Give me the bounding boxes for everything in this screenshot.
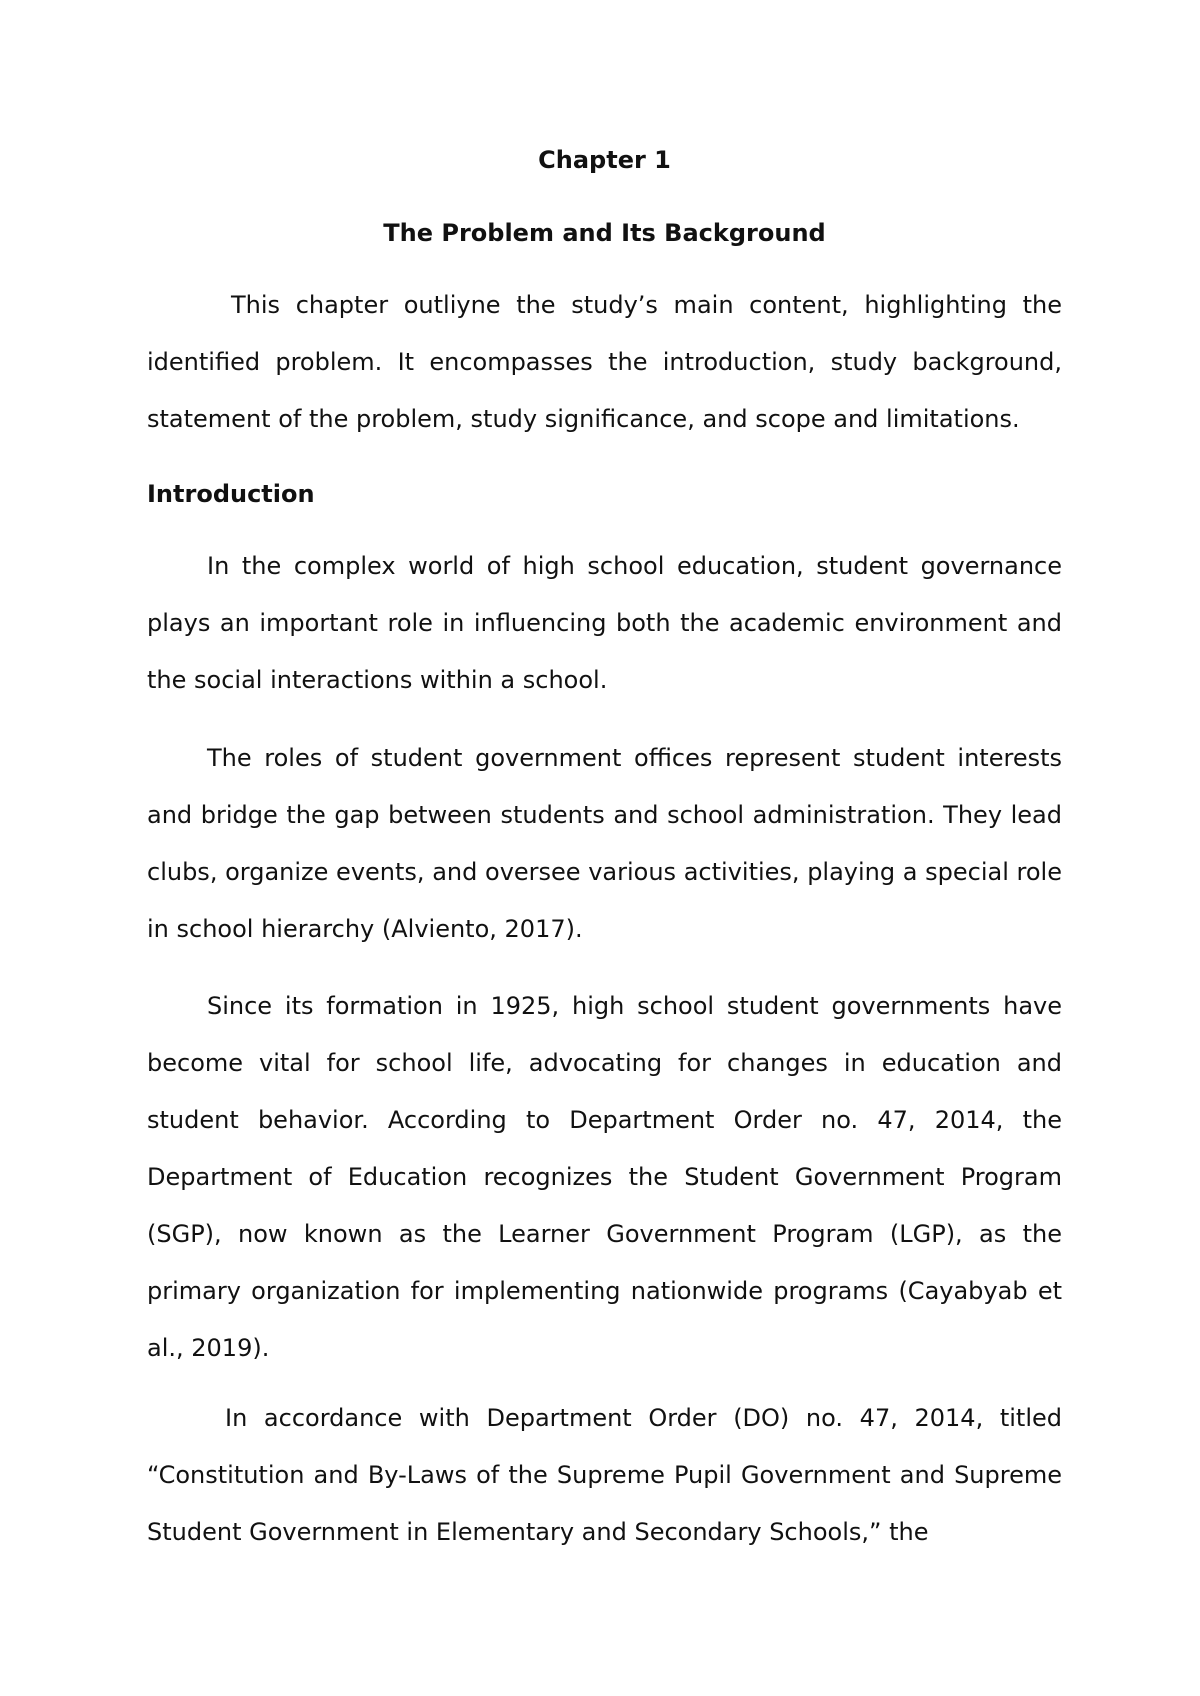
body-paragraph: The roles of student government offices represent student interests and bridge the gap between students and school administration. They lead clubs, organize events, and oversee various activities, playing a special role in school hierarchy (Alviento, 2017). [147, 744, 1062, 943]
body-paragraph: In accordance with Department Order (DO) no. 47, 2014, titled “Constitution and By-Laws of the Supreme Pupil Government and Supreme Student Government in Elementary and Secondary Schools,” the [147, 1404, 1062, 1546]
chapter-title: The Problem and Its Background [383, 219, 826, 247]
body-paragraph: In the complex world of high school education, student governance plays an important role in influencing both the academic environment and the social interactions within a school. [147, 552, 1062, 694]
overview-paragraph: This chapter outliyne the study’s main content, highlighting the identified problem. It encompasses the introduction, study background, statement of the problem, study significance, and scope and limitations. [147, 291, 1062, 433]
section-heading-introduction: Introduction [147, 480, 315, 508]
body-paragraph: Since its formation in 1925, high school student governments have become vital for school life, advocating for changes in education and student behavior. According to Department Order no. 47, 2014, the Department of Education recognizes the Student Government Program (SGP), now known as the Learner Government Program (LGP), as the primary organization for implementing nationwide programs (Cayabyab et al., 2019). [147, 992, 1062, 1362]
chapter-label: Chapter 1 [538, 146, 671, 174]
